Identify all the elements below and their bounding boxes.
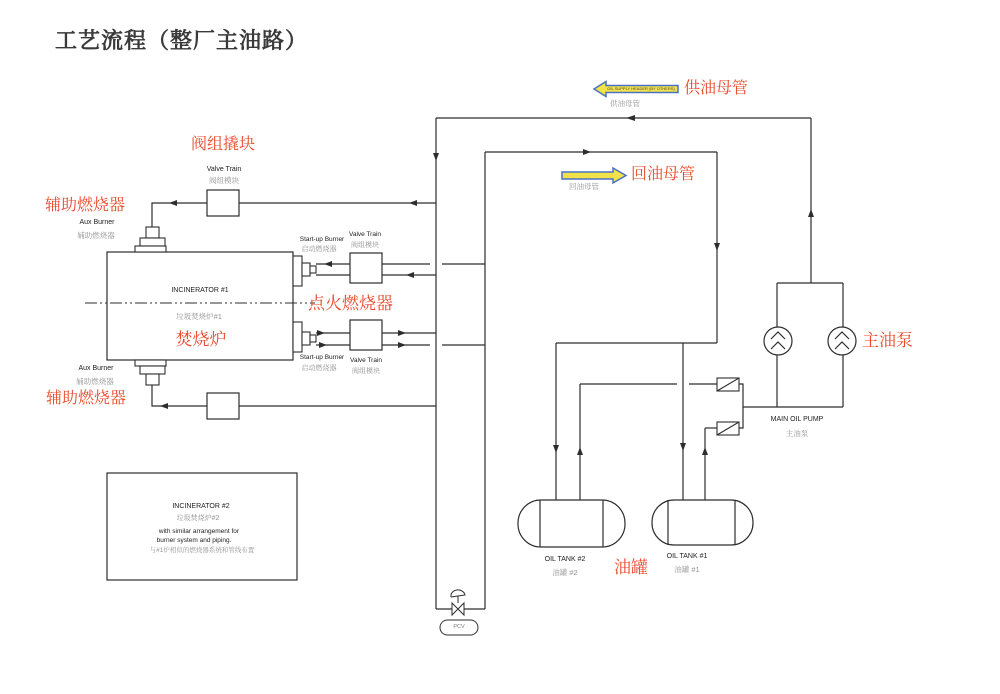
oil-tank-label: 油罐 [614,558,648,577]
startup-top-sub: 启动燃烧器 [301,246,337,253]
aux-burner-bottom-sub: 辅助燃烧器 [76,377,114,386]
incinerator-2-box [107,473,297,580]
oil-tank-2-en: OIL TANK #2 [544,556,586,563]
incinerator1-label: 焚烧炉 [175,330,227,349]
supply-header-sublabel: 供油母管 [610,99,640,108]
valve-skid-sub: 阀组模块 [209,176,239,185]
filter-icons [717,378,739,435]
valve-train-icon [350,320,382,350]
oil-tank-1-sub: 油罐 #1 [674,565,700,574]
oil-tank-1-en: OIL TANK #1 [666,553,708,560]
startup-top-valve-sub: 阀组模块 [351,242,379,249]
aux-burner-bottom-icon [135,360,166,385]
page-title: 工艺流程（整厂主油路） [55,28,309,53]
valve-skid-en: Valve Train [206,166,242,173]
startup-bottom-en: Start-up Burner [299,354,345,361]
main-oil-pumps [764,327,856,355]
incinerator2-note1: with similar arrangement for [158,528,240,535]
oil-tank-2 [518,500,625,547]
aux-burner-bottom-label: 辅助燃烧器 [46,390,127,407]
oil-tank-1 [652,500,753,545]
valve-train-icon [207,190,239,216]
incinerator2-en: INCINERATOR #2 [172,503,230,510]
supply-arrow-text: OIL SUPPLY HEADER (BY OTHERS) [607,86,675,91]
supply-header-label: 供油母管 [684,80,749,97]
valve-train-icon [350,253,382,283]
valve-train-icon [207,393,239,419]
incinerator2-sub: 垃圾焚烧炉#2 [176,515,220,522]
oil-tank-2-sub: 油罐 #2 [552,568,578,577]
main-oil-pump-en: MAIN OIL PUMP [770,416,824,423]
incinerator1-en: INCINERATOR #1 [171,287,229,294]
aux-burner-bottom-en: Aux Burner [78,365,114,372]
return-header-label: 回油母管 [631,166,696,183]
startup-burner-bottom-icon [293,322,316,352]
startup-bottom-sub: 启动燃烧器 [301,365,337,372]
startup-top-valve-en: Valve Train [348,231,382,238]
incinerator1-sub: 垃圾焚烧炉#1 [176,312,222,321]
return-header-sublabel: 回油母管 [569,182,599,191]
aux-burner-top-label: 辅助燃烧器 [45,197,126,214]
main-oil-pump-label: 主油泵 [862,331,913,350]
startup-top-en: Start-up Burner [299,236,345,243]
valve-skid-label: 阀组撬块 [190,136,256,153]
ignition-burner-label: 点火燃烧器 [308,294,393,313]
aux-burner-top-sub: 辅助燃烧器 [77,231,115,240]
oil-tanks [518,500,753,547]
incinerator2-note2: burner system and piping. [156,537,232,544]
return-header-arrow-icon [562,168,626,183]
pcv-tag: PCV [453,624,465,630]
startup-bottom-valve-en: Valve Train [349,357,383,364]
main-oil-pump-sub: 主油泵 [785,429,809,438]
incinerator2-note-sub: 与#1炉相似的燃烧器系统和管线布置 [149,547,255,554]
startup-burner-top-icon [293,256,316,286]
startup-bottom-valve-sub: 阀组模块 [352,368,380,375]
aux-burner-top-en: Aux Burner [79,219,115,226]
aux-burner-top-icon [135,227,166,252]
